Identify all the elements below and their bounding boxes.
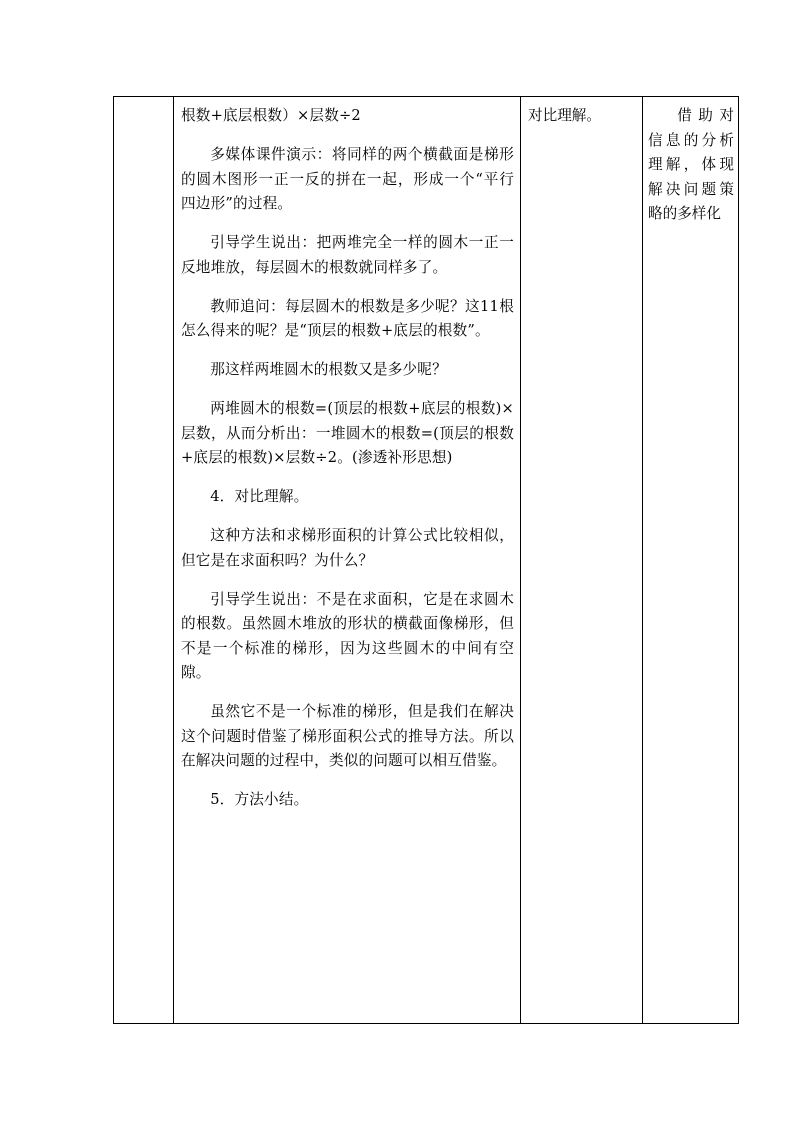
- paragraph-formula-analysis: 两堆圆木的根数=(顶层的根数+底层的根数)×层数，从而分析出：一堆圆木的根数=(顶层的根数+底层的根数)×层数÷2。(渗透补形思想): [181, 400, 514, 466]
- paragraph-guide-students: 引导学生说出：把两堆完全一样的圆木一正一反地堆放，每层圆木的根数就同样多了。: [181, 234, 514, 276]
- paragraph-two-piles-question: 那这样两堆圆木的根数又是多少呢？: [210, 361, 447, 378]
- teaching-process-column: [174, 97, 521, 1023]
- lesson-plan-table: [113, 96, 739, 1024]
- paragraph-step-5-heading: 5．方法小结。: [210, 791, 309, 808]
- stage-column: [114, 97, 174, 1023]
- paragraph-multimedia-demo: 多媒体课件演示：将同样的两个横截面是梯形的圆木图形一正一反的拼在一起，形成一个“平行四边形”的过程。: [181, 146, 514, 212]
- student-activity-text: 对比理解。: [528, 107, 601, 124]
- design-intent-column: [643, 97, 738, 1023]
- paragraph-formula-continuation: 根数+底层根数）×层数÷2: [181, 107, 361, 124]
- paragraph-borrow-method: 虽然它不是一个标准的梯形，但是我们在解决这个问题时借鉴了梯形面积公式的推导方法。所以在解决问题的过程中，类似的问题可以相互借鉴。: [181, 703, 514, 769]
- paragraph-comparison-question: 这种方法和求梯形面积的计算公式比较相似，但它是在求面积吗？为什么？: [181, 527, 514, 569]
- design-intent-text: 借助对信息的分析理解，体现解决问题策略的多样化: [648, 107, 734, 222]
- paragraph-step-4-heading: 4．对比理解。: [210, 488, 309, 505]
- student-activity-column: [521, 97, 643, 1023]
- paragraph-not-area: 引导学生说出：不是在求面积，它是在求圆木的根数。虽然圆木堆放的形状的横截面像梯形，但不是一个标准的梯形，因为这些圆木的中间有空隙。: [181, 590, 514, 681]
- paragraph-teacher-question: 教师追问：每层圆木的根数是多少呢？这11根怎么得来的呢？是“顶层的根数+底层的根数”。: [181, 297, 514, 339]
- design-intent-content: [648, 104, 734, 227]
- teaching-process-content: [181, 104, 514, 827]
